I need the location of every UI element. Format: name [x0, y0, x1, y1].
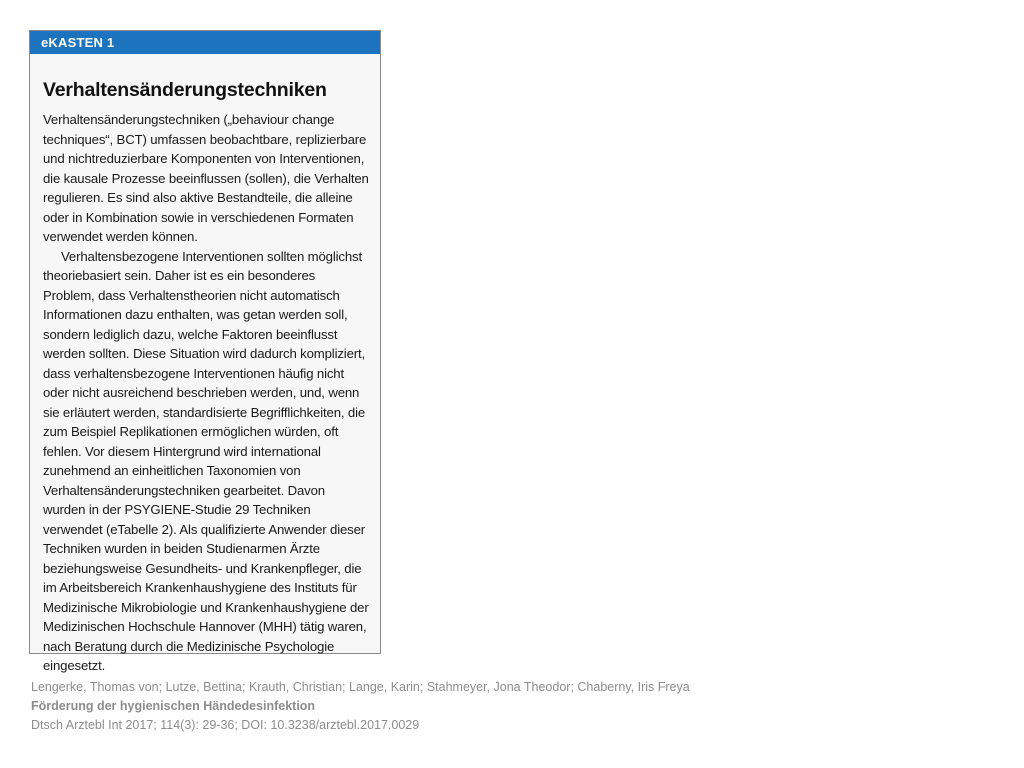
box-title: Verhaltensänderungstechniken	[43, 79, 327, 101]
info-box	[29, 30, 381, 673]
citation-authors: Lengerke, Thomas von; Lutze, Bettina; Krauth, Christian; Lange, Karin; Stahmeyer, Jona Theodor; Chaberny, Iris Freya	[31, 680, 690, 694]
box-paragraph: Verhaltensbezogene Interventionen sollten möglichst theoriebasiert sein. Daher ist es ein besonderes Problem, dass Verhaltenstheorien nicht automatisch Informationen dazu enthalten, was getan werden soll, sondern lediglich dazu, welche Faktoren beeinflusst werden sollten. Diese Situation wird dadurch kompliziert, dass verhaltensbezogene Interventionen häufig nicht oder nicht ausreichend beschrieben werden, und, wenn sie erläutert werden, standardisierte Begrifflichkeiten, die zum Beispiel Replikationen ermöglichen würden, oft fehlen. Vor diesem Hintergrund wird international zunehmend an einheitlichen Taxonomien von Verhaltensänderungstechniken gearbeitet. Davon wurden in der PSYGIENE-Studie 29 Techniken verwendet (eTabelle 2). Als qualifizierte Anwender dieser Techniken wurden in beiden Studienarmen Ärzte beziehungsweise Gesundheits- und Krankenpfleger, die im Arbeitsbereich Krankenhaushygiene des Instituts für Medizinische Mikrobiologie und Krankenhaushygiene der Medizinischen Hochschule Hannover (MHH) tätig waren, nach Beratung durch die Medizinische Psychologie eingesetzt.	[43, 248, 369, 673]
box-label: eKASTEN 1	[30, 31, 380, 54]
citation-title: Förderung der hygienischen Händedesinfektion	[31, 699, 316, 713]
box-body	[43, 110, 369, 676]
box-paragraph: Verhaltensänderungstechniken („behaviour change techniques“, BCT) umfassen beobachtbare, replizierbare und nichtreduzierbare Komponenten von Interventionen, die kausale Prozesse beeinflussen (sollen), die Verhalten regulieren. Es sind also aktive Bestandteile, die alleine oder in Kombination sowie in verschiedenen Formaten verwendet werden können.	[43, 112, 369, 244]
citation	[31, 678, 690, 735]
citation-journal: Dtsch Arztebl Int 2017; 114(3): 29-36; DOI: 10.3238/arztebl.2017.0029	[31, 718, 420, 732]
